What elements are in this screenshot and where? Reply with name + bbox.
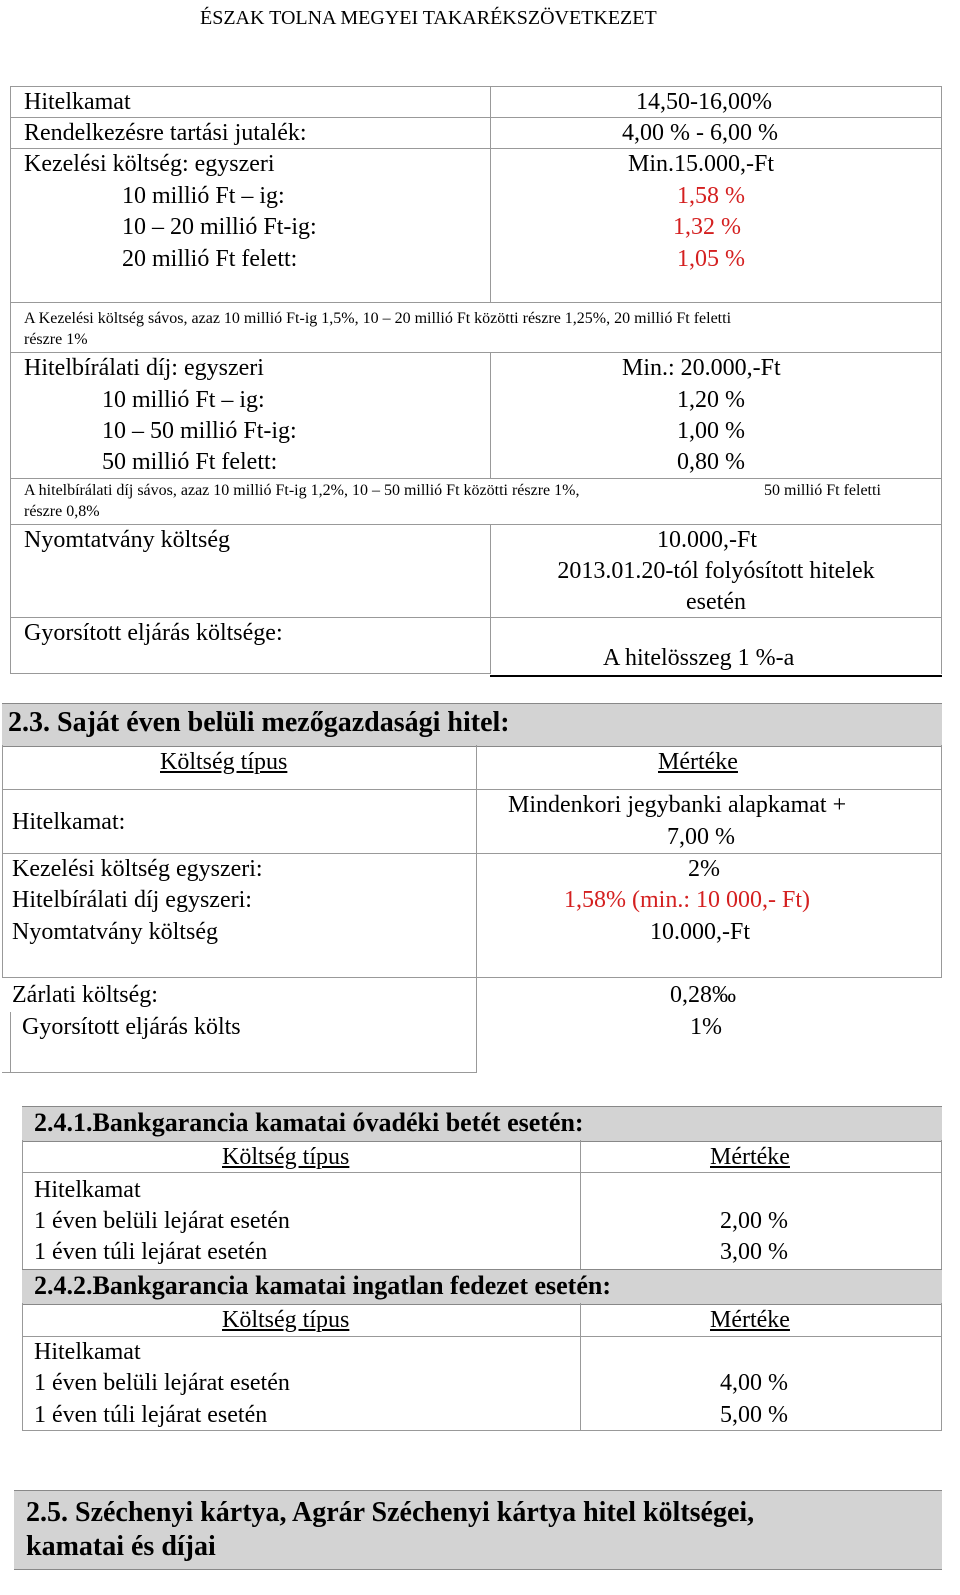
row-value: 3,00 % xyxy=(720,1239,788,1265)
row-value: 1,32 % xyxy=(673,214,741,240)
row-value: 1,20 % xyxy=(677,387,745,413)
row-value: 1% xyxy=(690,1014,722,1040)
row-label: 1 éven túli lejárat esetén xyxy=(34,1239,268,1265)
row-label: Hitelbírálati díj: egyszeri xyxy=(24,355,264,381)
divider xyxy=(941,1303,942,1431)
row-value: 1,58 % xyxy=(677,183,745,209)
row-value: 4,00 % - 6,00 % xyxy=(622,120,778,146)
row-value: 14,50-16,00% xyxy=(636,89,772,115)
divider xyxy=(10,1012,11,1072)
divider xyxy=(941,1140,942,1270)
row-label: Hitelkamat: xyxy=(12,809,126,835)
row-value: 1,00 % xyxy=(677,418,745,444)
print-cost-label: Nyomtatvány költség xyxy=(24,527,230,553)
row-label: Hitelkamat xyxy=(34,1339,141,1365)
note: részre 1% xyxy=(24,331,88,348)
row-label: Nyomtatvány költség xyxy=(12,919,218,945)
fast-process-label: Gyorsított eljárás költsége: xyxy=(24,620,283,646)
section-title: 2.4.2.Bankgarancia kamatai ingatlan fedezet esetén: xyxy=(34,1271,612,1300)
row-label: Rendelkezésre tartási jutalék: xyxy=(24,120,307,146)
divider xyxy=(2,977,942,978)
column-header-type: Költség típus xyxy=(222,1144,350,1170)
divider xyxy=(2,1072,477,1073)
fast-process-value: A hitelösszeg 1 %-a xyxy=(603,645,795,671)
row-label: 10 millió Ft – ig: xyxy=(102,387,265,413)
divider xyxy=(2,745,3,977)
row-label: 50 millió Ft felett: xyxy=(102,449,278,475)
column-header-type: Költség típus xyxy=(222,1307,350,1333)
section-title: 2.4.1.Bankgarancia kamatai óvadéki betét esetén: xyxy=(34,1108,584,1137)
divider xyxy=(22,1172,942,1173)
note: részre 0,8% xyxy=(24,503,100,520)
divider xyxy=(10,302,942,303)
divider xyxy=(10,673,490,674)
divider xyxy=(22,1303,23,1431)
row-value: 0,28‰ xyxy=(670,982,736,1008)
print-cost-note: esetén xyxy=(686,589,746,615)
divider xyxy=(490,675,942,677)
row-label: 20 millió Ft felett: xyxy=(122,246,298,272)
row-label: Hitelbírálati díj egyszeri: xyxy=(12,887,252,913)
row-value: 1,05 % xyxy=(677,246,745,272)
column-header-amount: Mértéke xyxy=(710,1144,790,1170)
row-value: Mindenkori jegybanki alapkamat + xyxy=(508,792,847,818)
note: 50 millió Ft feletti xyxy=(764,482,881,499)
divider xyxy=(580,1140,581,1270)
column-header-type: Költség típus xyxy=(160,749,288,775)
column-header-amount: Mértéke xyxy=(658,749,738,775)
divider xyxy=(941,745,942,977)
row-label: 1 éven belüli lejárat esetén xyxy=(34,1208,290,1234)
row-value: 5,00 % xyxy=(720,1402,788,1428)
divider xyxy=(22,1336,942,1337)
row-value: 4,00 % xyxy=(720,1370,788,1396)
row-label: 10 – 50 millió Ft-ig: xyxy=(102,418,297,444)
column-header-amount: Mértéke xyxy=(710,1307,790,1333)
section-title: kamatai és díjai xyxy=(26,1531,216,1562)
print-cost-note: 2013.01.20-tól folyósított hitelek xyxy=(557,558,875,584)
divider xyxy=(580,1303,581,1431)
row-value: 2,00 % xyxy=(720,1208,788,1234)
divider xyxy=(10,86,11,674)
note: A Kezelési költség sávos, azaz 10 millió Ft-ig 1,5%, 10 – 20 millió Ft közötti részre 1,25%, 20 millió Ft feletti xyxy=(24,310,732,327)
divider xyxy=(941,86,942,674)
row-label: Gyorsított eljárás költs xyxy=(22,1014,241,1040)
row-value: 1,58% (min.: 10 000,- Ft) xyxy=(564,887,810,913)
row-label: Zárlati költség: xyxy=(12,982,158,1008)
divider xyxy=(476,745,477,1073)
row-value: 7,00 % xyxy=(667,824,735,850)
row-value: Min.15.000,-Ft xyxy=(628,151,775,177)
row-label: 10 – 20 millió Ft-ig: xyxy=(122,214,317,240)
divider xyxy=(490,352,491,478)
print-cost-value: 10.000,-Ft xyxy=(657,527,758,553)
row-label: 10 millió Ft – ig: xyxy=(122,183,285,209)
section-title: 2.3. Saját éven belüli mezőgazdasági hitel: xyxy=(8,707,510,738)
row-label: Hitelkamat xyxy=(34,1177,141,1203)
row-value: Min.: 20.000,-Ft xyxy=(622,355,781,381)
note: A hitelbírálati díj sávos, azaz 10 millió Ft-ig 1,2%, 10 – 50 millió Ft közötti részre 1%, xyxy=(24,482,580,499)
row-value: 10.000,-Ft xyxy=(650,919,751,945)
row-label: 1 éven belüli lejárat esetén xyxy=(34,1370,290,1396)
row-value: 0,80 % xyxy=(677,449,745,475)
section-title: 2.5. Széchenyi kártya, Agrár Széchenyi kártya hitel költségei, xyxy=(26,1497,755,1528)
page-title: ÉSZAK TOLNA MEGYEI TAKARÉKSZÖVETKEZET xyxy=(200,7,657,29)
divider xyxy=(22,1140,23,1270)
divider xyxy=(490,86,491,302)
row-label: 1 éven túli lejárat esetén xyxy=(34,1402,268,1428)
row-label: Kezelési költség egyszeri: xyxy=(12,856,263,882)
divider xyxy=(10,86,942,87)
row-label: Hitelkamat xyxy=(24,89,131,115)
row-value: 2% xyxy=(688,856,720,882)
divider xyxy=(10,478,942,479)
row-label: Kezelési költség: egyszeri xyxy=(24,151,275,177)
